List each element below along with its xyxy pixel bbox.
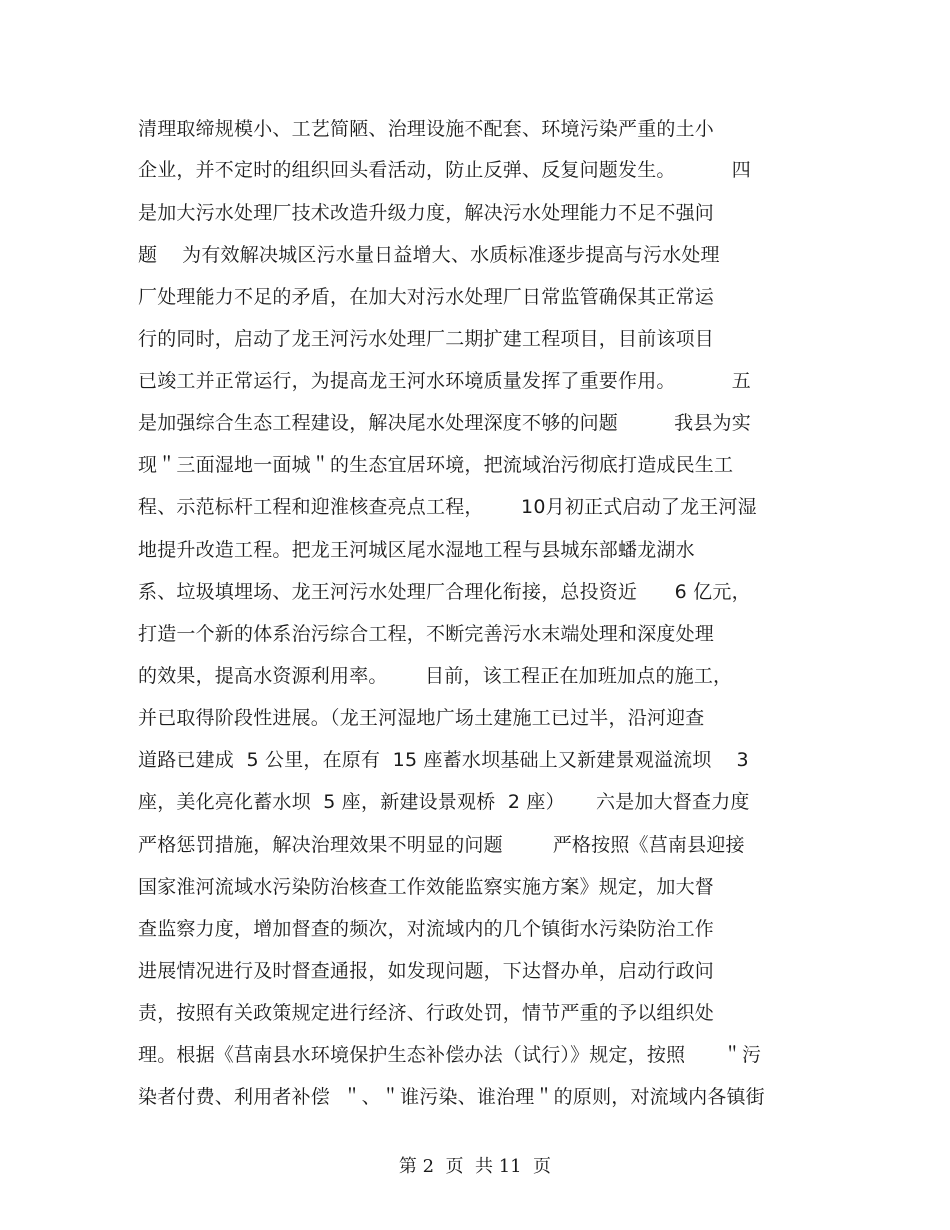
body-text-line: 座，美化亮化蓄水坝 5 座，新建设景观桥 2 座） 六是加大督查力度 [138,791,750,813]
body-text-line: 的效果，提高水资源利用率。 目前，该工程正在加班加点的施工， [138,665,733,687]
body-text-line: 题 为有效解决城区污水量日益增大、水质标准逐步提高与污水处理 [138,244,720,266]
body-text-line: 理。根据《莒南县水环境保护生态补偿办法（试行）》规定，按照 ＂污 [138,1044,762,1066]
body-text-line: 厂处理能力不足的矛盾，在加大对污水处理厂日常监管确保其正常运 [138,286,715,308]
body-text-line: 道路已建成 5 公里，在原有 15 座蓄水坝基础上又新建景观溢流坝 3 [138,749,749,771]
body-text-line: 查监察力度，增加督查的频次，对流域内的几个镇街水污染防治工作 [138,918,715,940]
body-text-line: 清理取缔规模小、工艺简陋、治理设施不配套、环境污染严重的土小 [138,118,715,140]
body-text-line: 是加大污水处理厂技术改造升级力度，解决污水处理能力不足不强问 [138,202,715,224]
body-text-line: 并已取得阶段性进展。（龙王河湿地广场土建施工已过半，沿河迎查 [138,707,705,729]
body-text-line: 行的同时，启动了龙王河污水处理厂二期扩建工程项目，目前该项目 [138,328,715,350]
body-text-line: 系、垃圾填埋场、龙王河污水处理厂合理化衔接，总投资近 6 亿元， [138,581,751,603]
body-text-line: 责，按照有关政策规定进行经济、行政处罚，情节严重的予以组织处 [138,1002,715,1024]
body-text-line: 国家淮河流域水污染防治核查工作效能监察实施方案》规定，加大督 [138,876,715,898]
body-text-line: 已竣工并正常运行，为提高龙王河水环境质量发挥了重要作用。 五 [138,370,751,392]
body-text-line: 进展情况进行及时督查通报，如发现问题，下达督办单，启动行政问 [138,960,715,982]
page-number-footer: 第 2 页 共 11 页 [398,1156,552,1177]
body-text-line: 打造一个新的体系治污综合工程，不断完善污水末端处理和深度处理 [138,623,715,645]
body-text-line: 现＂三面湿地一面城＂的生态宜居环境，把流域治污彻底打造成民生工 [138,454,734,476]
body-text-line: 染者付费、利用者补偿 ＂、＂谁污染、谁治理＂的原则，对流域内各镇街 [138,1086,765,1108]
body-text-line: 地提升改造工程。把龙王河城区尾水湿地工程与县城东部蟠龙湖水 [138,539,695,561]
body-text-line: 严格惩罚措施，解决治理效果不明显的问题 严格按照《莒南县迎接 [138,834,745,856]
body-text-line: 企业，并不定时的组织回头看活动，防止反弹、反复问题发生。 四 [138,159,751,181]
body-text-line: 是加强综合生态工程建设，解决尾水处理深度不够的问题 我县为实 [138,412,751,434]
body-text-line: 程、示范标杆工程和迎淮核查亮点工程， 10月初正式启动了龙王河湿 [138,496,757,518]
